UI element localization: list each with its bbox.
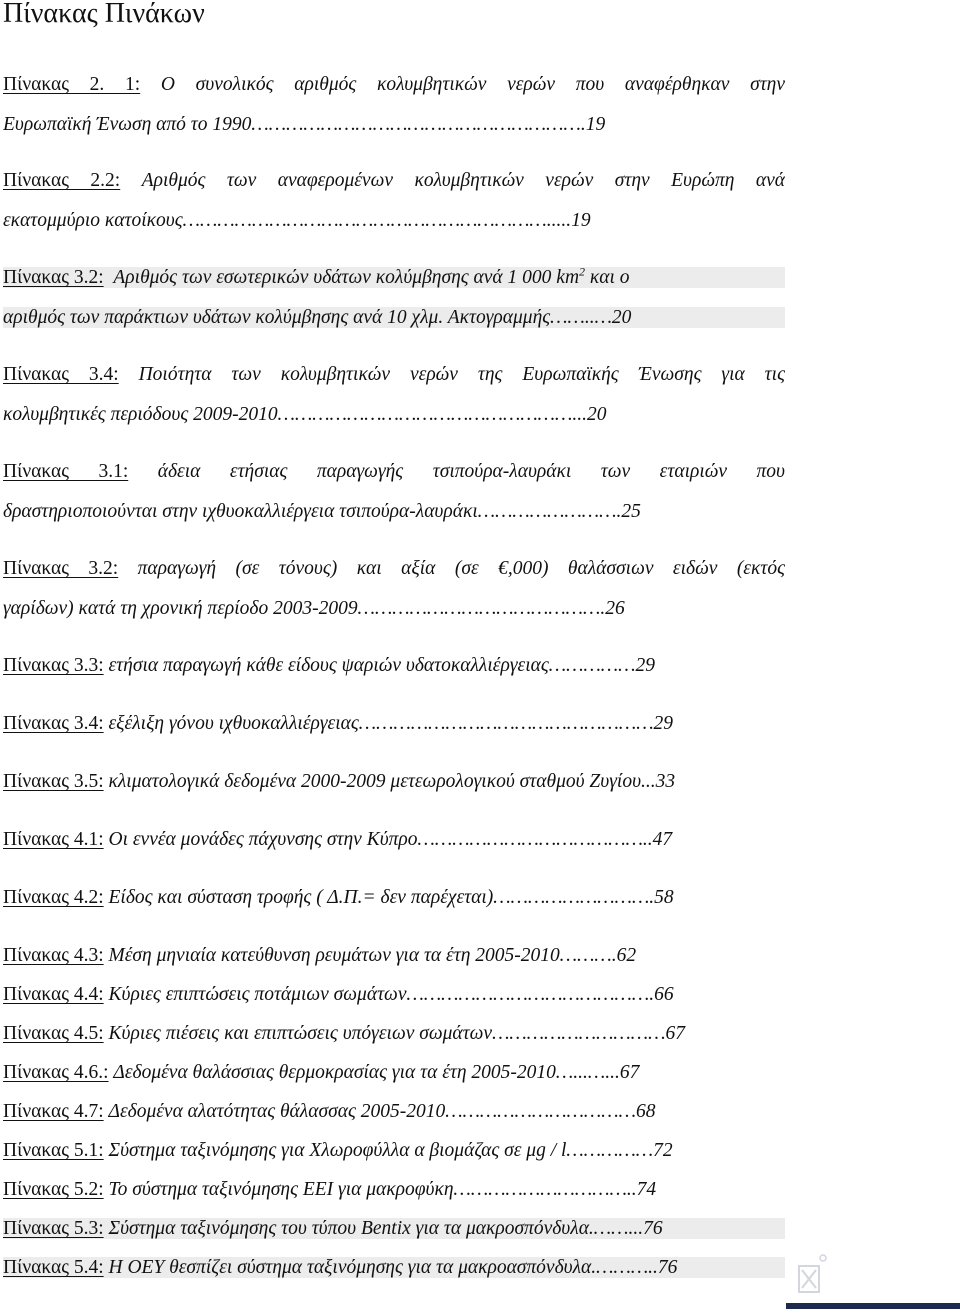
toc-entry[interactable] (3, 1101, 785, 1122)
table-number-link[interactable]: Πίνακας 3.4: (3, 364, 119, 385)
entry-title: Σύστημα ταξινόμησης για Χλωροφύλλα α βιομάζας σε μg / l……………72 (108, 1140, 673, 1161)
toc-entry[interactable] (3, 461, 785, 522)
entry-title: Κύριες πιέσεις και επιπτώσεις υπόγειων σωμάτων…………………………67 (108, 1023, 685, 1044)
entry-title: Δεδομένα θαλάσσιας θερμοκρασίας για τα έτη 2005-2010…...…...67 (113, 1062, 640, 1083)
entry-line-1 (3, 1062, 785, 1083)
entry-line-2 (3, 114, 785, 135)
entry-line-2 (3, 404, 785, 425)
entry-line-1 (3, 558, 785, 579)
entry-line-1 (3, 984, 785, 1005)
entry-title: Η ΟΕΥ θεσπίζει σύστημα ταξινόμησης για τα μακροασπόνδυλα.………..76 (108, 1257, 678, 1278)
entry-line-1 (3, 267, 785, 288)
page-title: Πίνακας Πινάκων (3, 0, 205, 29)
table-number-link[interactable]: Πίνακας 4.4: (3, 984, 104, 1005)
entry-line-1 (3, 887, 785, 908)
table-number-link[interactable]: Πίνακας 3.2: (3, 267, 104, 288)
toc-entry[interactable] (3, 655, 785, 676)
entry-line-1 (3, 74, 785, 95)
table-number-link[interactable]: Πίνακας 4.6.: (3, 1062, 109, 1083)
entry-title: Το σύστημα ταξινόμησης ΕΕΙ για μακροφύκη…………………………..74 (108, 1179, 657, 1200)
entry-line-2 (3, 598, 785, 619)
toc-entry[interactable] (3, 771, 785, 792)
table-number-link[interactable]: Πίνακας 4.7: (3, 1101, 104, 1122)
table-number-link[interactable]: Πίνακας 4.3: (3, 945, 104, 966)
table-number-link[interactable]: Πίνακας 2.2: (3, 170, 121, 191)
entry-title-continued: κολυμβητικές περιόδους 2009-2010……………………………………………...20 (3, 404, 607, 425)
toc-entry[interactable] (3, 558, 785, 619)
footer-bar (786, 1303, 960, 1309)
table-number-link[interactable]: Πίνακας 3.1: (3, 461, 129, 482)
entry-title: Αριθμός των αναφερομένων κολυμβητικών νερών στην Ευρώπη ανά (141, 170, 785, 191)
entry-line-1 (3, 771, 785, 792)
toc-entry[interactable] (3, 1218, 785, 1239)
toc-entry[interactable] (3, 170, 785, 231)
toc-entry[interactable] (3, 1062, 785, 1083)
entry-line-1 (3, 1140, 785, 1161)
table-number-link[interactable]: Πίνακας 2. 1: (3, 74, 141, 95)
entry-line-2 (3, 210, 785, 231)
toc-entry[interactable] (3, 267, 785, 328)
entry-title: Ο συνολικός αριθμός κολυμβητικών νερών που αναφέρθηκαν στην (160, 74, 785, 95)
entry-line-1 (3, 461, 785, 482)
entry-title-continued: γαρίδων) κατά τη χρονική περίοδο 2003-2009…………………………………….26 (3, 598, 625, 619)
table-number-link[interactable]: Πίνακας 3.4: (3, 713, 104, 734)
entry-line-1 (3, 655, 785, 676)
toc-entry[interactable] (3, 1140, 785, 1161)
entry-line-1 (3, 1023, 785, 1044)
entry-line-1 (3, 1101, 785, 1122)
entry-line-1 (3, 1218, 785, 1239)
table-number-link[interactable]: Πίνακας 5.2: (3, 1179, 104, 1200)
table-number-link[interactable]: Πίνακας 5.1: (3, 1140, 104, 1161)
entry-line-1 (3, 1179, 785, 1200)
entry-line-1 (3, 1257, 785, 1278)
table-number-link[interactable]: Πίνακας 5.3: (3, 1218, 104, 1239)
entry-title: άδεια ετήσιας παραγωγής τσιπούρα-λαυράκι των εταιριών που (157, 461, 785, 482)
toc-entry[interactable] (3, 829, 785, 850)
entry-line-1 (3, 713, 785, 734)
entry-title: Ποιότητα των κολυμβητικών νερών της Ευρωπαϊκής Ένωσης για τις (138, 364, 785, 385)
entry-title: ετήσια παραγωγή κάθε είδους ψαριών υδατοκαλλιέργειας……………29 (108, 655, 655, 676)
entry-title: παραγωγή (σε τόνους) και αξία (σε €,000) θαλάσσιων ειδών (εκτός (137, 558, 785, 579)
toc-entry[interactable] (3, 74, 785, 135)
toc-entry[interactable] (3, 984, 785, 1005)
entry-title: Δεδομένα αλατότητας θάλασσας 2005-2010……………………………68 (108, 1101, 656, 1122)
entry-title-continued: Ευρωπαϊκή Ένωση από το 1990………………………………………………….19 (3, 114, 606, 135)
table-number-link[interactable]: Πίνακας 4.2: (3, 887, 104, 908)
entry-line-1 (3, 945, 785, 966)
entry-title: εξέλιξη γόνου ιχθυοκαλλιέργειας……………………………………………29 (108, 713, 674, 734)
entry-title-continued: αριθμός των παράκτιων υδάτων κολύμβησης ανά 10 χλμ. Ακτογραμμής……..…20 (3, 307, 632, 328)
entry-title-continued: εκατομμύριο κατοίκους……………………………………………………….....19 (3, 210, 591, 231)
entry-line-2 (3, 501, 785, 522)
toc-entry[interactable] (3, 713, 785, 734)
table-number-link[interactable]: Πίνακας 4.1: (3, 829, 104, 850)
entry-title: Σύστημα ταξινόμησης του τύπου Bentix για τα μακροσπόνδυλα.……...76 (108, 1218, 663, 1239)
superscript: 2 (579, 267, 586, 279)
table-number-link[interactable]: Πίνακας 3.5: (3, 771, 104, 792)
entry-line-1 (3, 170, 785, 191)
table-number-link[interactable]: Πίνακας 4.5: (3, 1023, 104, 1044)
toc-entry[interactable] (3, 945, 785, 966)
entry-line-1 (3, 364, 785, 385)
toc-entry[interactable] (3, 1023, 785, 1044)
entry-title: Είδος και σύσταση τροφής ( Δ.Π.= δεν παρέχεται)……………………….58 (108, 887, 674, 908)
entry-line-1 (3, 829, 785, 850)
entry-title: Αριθμός των εσωτερικών υδάτων κολύμβησης ανά 1 000 $km^2$ και ο (113, 267, 629, 288)
toc-entry[interactable] (3, 1179, 785, 1200)
toc-entry[interactable] (3, 364, 785, 425)
entry-title: Οι εννέα μονάδες πάχυνσης στην Κύπρο…………………………………..47 (108, 829, 673, 850)
entry-title: Κύριες επιπτώσεις ποτάμιων σωμάτων…………………………………….66 (108, 984, 674, 1005)
table-number-link[interactable]: Πίνακας 3.3: (3, 655, 104, 676)
entry-title: κλιματολογικά δεδομένα 2000-2009 μετεωρολογικού σταθμού Ζυγίου...33 (108, 771, 676, 792)
entry-title: Μέση μηνιαία κατεύθυνση ρευμάτων για τα έτη 2005-2010……….62 (108, 945, 637, 966)
toc-entry[interactable] (3, 887, 785, 908)
toc-entry[interactable] (3, 1257, 785, 1278)
table-number-link[interactable]: Πίνακας 3.2: (3, 558, 119, 579)
watermark-logo-icon (797, 1252, 829, 1296)
entry-line-2 (3, 307, 785, 328)
table-number-link[interactable]: Πίνακας 5.4: (3, 1257, 104, 1278)
entry-title-continued: δραστηριοποιούνται στην ιχθυοκαλλιέργεια τσιπούρα-λαυράκι…………………….25 (3, 501, 641, 522)
